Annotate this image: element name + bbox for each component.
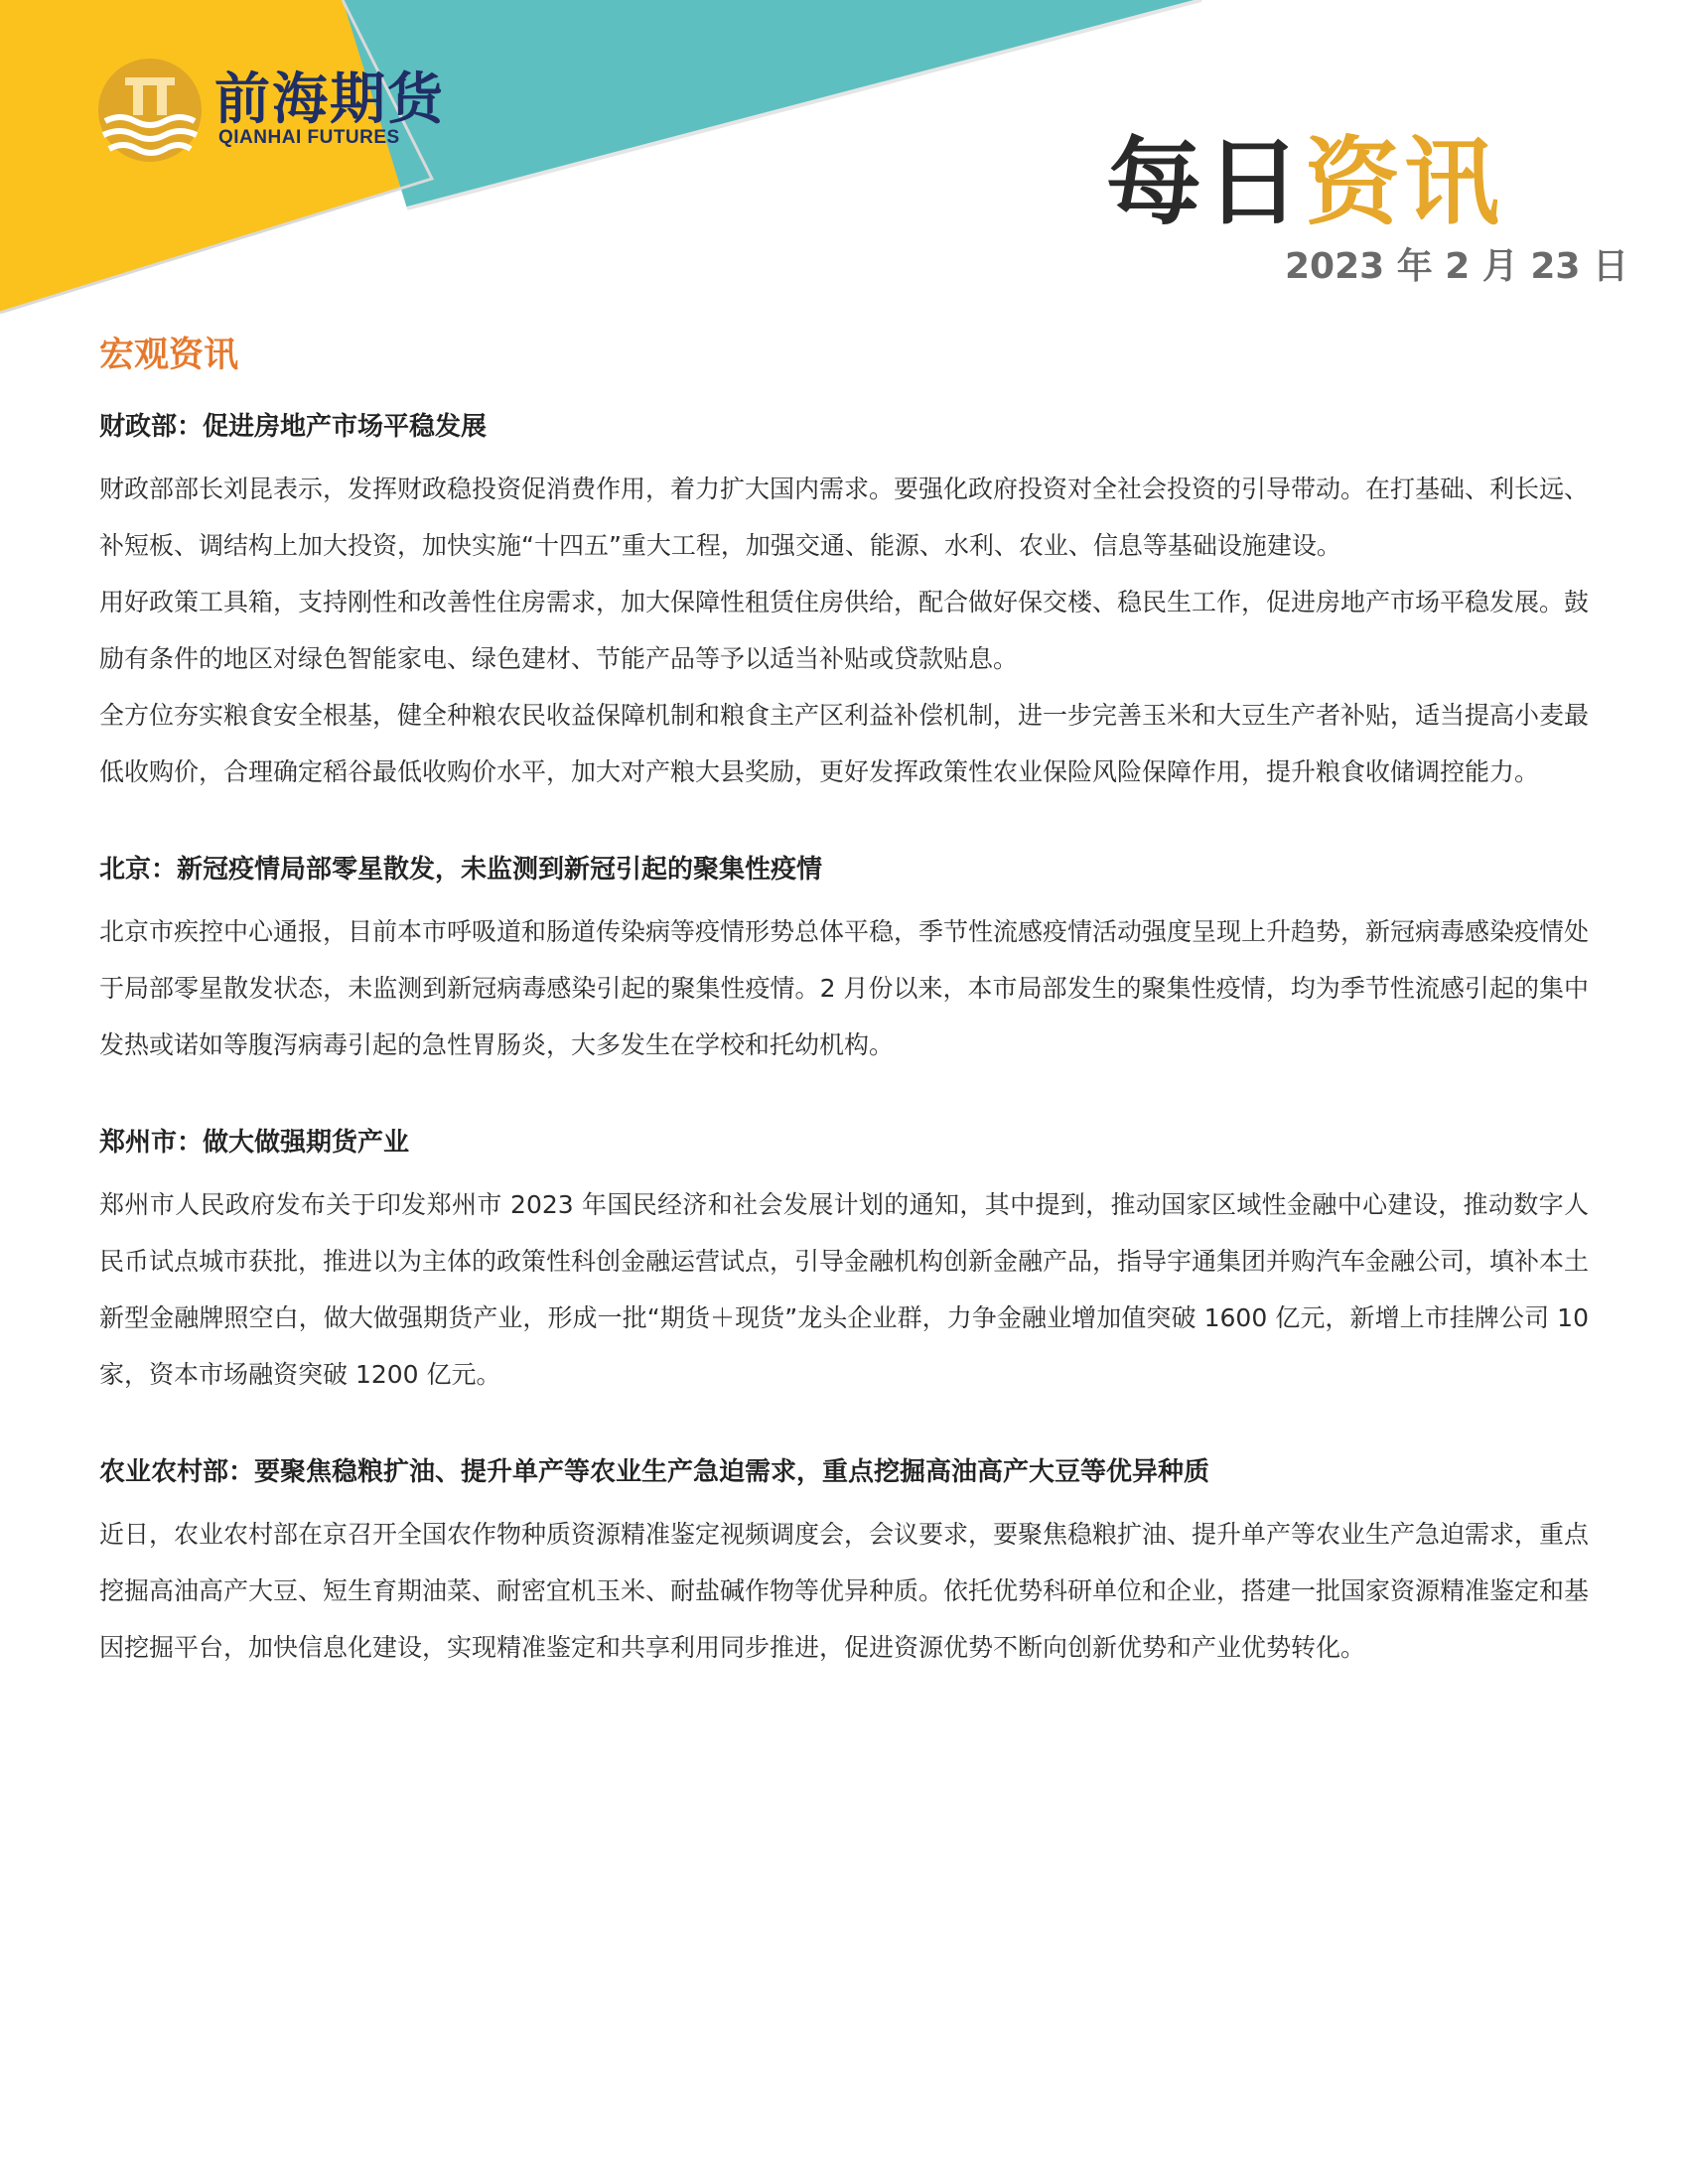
document-title [1106,107,1503,243]
logo-chinese-name: 前海期货 [214,67,445,132]
news-item [99,407,1589,800]
news-paragraph: 全方位夯实粮食安全根基，健全种粮农民收益保障机制和粮食主产区利益补偿机制，进一步完善玉米和大豆生产者补贴，适当提高小麦最低收购价，合理确定稻谷最低收购价水平，加大对产粮大县奖励，更好发挥政策性农业保险风险保障作用，提升粮食收储调控能力。 [99,701,1590,786]
teal-band [343,0,1201,208]
news-paragraph: 财政部部长刘昆表示，发挥财政稳投资促消费作用，着力扩大国内需求。要强化政府投资对全社会投资的引导带动。在打基础、利长远、补短板、调结构上加大投资，加快实施“十四五”重大工程，加强交通、能源、水利、农业、信息等基础设施建设。 [99,475,1590,560]
document-date: 2023 年 2 月 23 日 [1284,246,1628,287]
section-title: 宏观资讯 [99,336,239,375]
news-title: 农业农村部：要聚焦稳粮扩油、提升单产等农业生产急迫需求，重点挖掘高油高产大豆等优异种质 [99,1457,1210,1487]
logo-mark-icon [95,56,205,165]
news-title: 郑州市：做大做强期货产业 [99,1128,410,1158]
news-item [99,850,1589,1073]
news-paragraph: 郑州市人民政府发布关于印发郑州市 2023 年国民经济和社会发展计划的通知，其中提到，推动国家区域性金融中心建设，推动数字人民币试点城市获批，推进以为主体的政策性科创金融运营试点，引导金融机构创新金融产品，指导宇通集团并购汽车金融公司，填补本土新型金融牌照空白，做大做强期货产业，形成一批“期货＋现货”龙头企业群，力争金融业增加值突破 1600 亿元，新增上市挂牌公司 10 家，资本市场融资突破 1200 亿元。 [99,1190,1590,1389]
news-paragraph: 用好政策工具箱，支持刚性和改善性住房需求，加大保障性租赁住房供给，配合做好保交楼、稳民生工作，促进房地产市场平稳发展。鼓励有条件的地区对绿色智能家电、绿色建材、节能产品等予以适当补贴或贷款贴息。 [99,588,1590,673]
news-item [99,1452,1589,1676]
news-title: 财政部：促进房地产市场平稳发展 [99,412,488,442]
logo-english-name: QIANHAI FUTURES [218,127,400,148]
title-part-news: 资讯 [1305,127,1503,238]
news-paragraph: 近日，农业农村部在京召开全国农作物种质资源精准鉴定视频调度会，会议要求，要聚焦稳粮扩油、提升单产等农业生产急迫需求，重点挖掘高油高产大豆、短生育期油菜、耐密宜机玉米、耐盐碱作物等优异种质。依托优势科研单位和企业，搭建一批国家资源精准鉴定和基因挖掘平台，加快信息化建设，实现精准鉴定和共享利用同步推进，促进资源优势不断向创新优势和产业优势转化。 [99,1520,1590,1662]
news-title: 北京：新冠疫情局部零星散发，未监测到新冠引起的聚集性疫情 [99,855,823,885]
news-paragraph: 北京市疾控中心通报，目前本市呼吸道和肠道传染病等疫情形势总体平稳，季节性流感疫情活动强度呈现上升趋势，新冠病毒感染疫情处于局部零星散发状态，未监测到新冠病毒感染引起的聚集性疫情。2 月份以来，本市局部发生的聚集性疫情，均为季节性流感引起的集中发热或诺如等腹泻病毒引起的急性胃肠炎，大多发生在学校和托幼机构。 [99,917,1590,1059]
company-logo [95,56,453,165]
title-part-daily: 每日 [1106,127,1305,238]
main-content [99,328,1589,1725]
news-item [99,1123,1589,1403]
